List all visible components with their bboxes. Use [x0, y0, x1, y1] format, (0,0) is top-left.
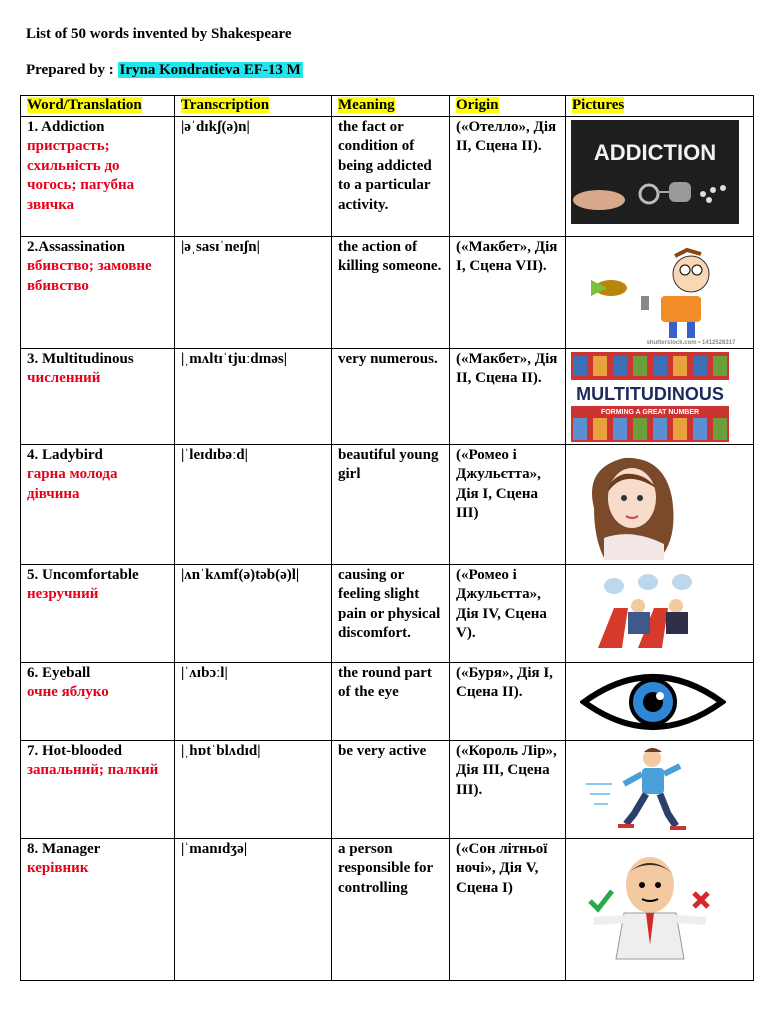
word-cell [21, 444, 175, 564]
table-header-row [21, 96, 754, 117]
word-cell [21, 838, 175, 980]
origin-cell: («Сон літньої ночі», Дія V, Сцена I) [450, 838, 566, 980]
table-row [21, 740, 754, 838]
addiction-image [571, 120, 739, 224]
picture-cell [566, 662, 754, 740]
word: 2.Assassination [27, 238, 125, 255]
svg-text:ADDICTION: ADDICTION [593, 139, 717, 165]
table-row [21, 564, 754, 662]
word-cell [21, 662, 175, 740]
word: 5. Uncomfortable [27, 566, 139, 583]
translation: численний [27, 370, 101, 386]
hot-blooded-image [576, 744, 706, 836]
picture-cell [566, 348, 754, 444]
table-row [21, 662, 754, 740]
picture-cell [566, 236, 754, 348]
transcription-cell: |əˈdɪkʃ(ə)n| [175, 116, 332, 236]
meaning-cell: causing or feeling slight pain or physical discomfort. [332, 564, 450, 662]
origin-cell: («Отелло», Дія II, Сцена II). [450, 116, 566, 236]
translation: незручний [27, 586, 99, 602]
transcription-cell: |ʌnˈkʌmf(ə)təb(ə)l| [175, 564, 332, 662]
word: 1. Addiction [27, 118, 105, 135]
origin-cell: («Буря», Дія I, Сцена II). [450, 662, 566, 740]
manager-image [580, 849, 720, 969]
table-row [21, 236, 754, 348]
origin-cell: («Ромео і Джульєтта», Дія I, Сцена III) [450, 444, 566, 564]
page-title: List of 50 words invented by Shakespeare [26, 26, 292, 42]
svg-text:shutterstock.com • 1412528317: shutterstock.com • 1412528317 [646, 339, 736, 346]
transcription-cell: |ˌhɒtˈblʌdɪd| [175, 740, 332, 838]
column-header: Pictures [566, 96, 754, 117]
origin-cell: («Король Лір», Дія III, Сцена III). [450, 740, 566, 838]
prepared-by [26, 62, 303, 79]
table-row [21, 348, 754, 444]
table-row [21, 838, 754, 980]
translation: запальний; палкий [27, 762, 159, 778]
word: 8. Manager [27, 840, 101, 857]
transcription-cell: |ˈmanɪdʒə| [175, 838, 332, 980]
word: 4. Ladybird [27, 446, 103, 463]
word-cell [21, 348, 175, 444]
eyeball-image [580, 666, 726, 738]
origin-cell: («Макбет», Дія I, Сцена VII). [450, 236, 566, 348]
translation: вбивство; замовне вбивство [27, 258, 152, 294]
words-table [20, 95, 754, 981]
translation: пристрасть; схильність до чогось; пагубна звичка [27, 138, 135, 213]
transcription-cell: |ˈleɪdɪbəːd| [175, 444, 332, 564]
meaning-cell: very numerous. [332, 348, 450, 444]
picture-cell [566, 564, 754, 662]
meaning-cell: beautiful young girl [332, 444, 450, 564]
picture-cell [566, 838, 754, 980]
svg-text:MULTITUDINOUS: MULTITUDINOUS [576, 383, 724, 404]
translation: гарна молода дівчина [27, 466, 118, 502]
picture-cell [566, 444, 754, 564]
transcription-cell: |ˈʌɪbɔːl| [175, 662, 332, 740]
meaning-cell: the round part of the eye [332, 662, 450, 740]
origin-cell: («Макбет», Дія II, Сцена II). [450, 348, 566, 444]
table-row [21, 444, 754, 564]
author-name: Iryna Kondratieva EF-13 M [119, 62, 301, 78]
multitudinous-image [571, 352, 729, 442]
column-header: Meaning [332, 96, 450, 117]
word-cell [21, 740, 175, 838]
svg-text:FORMING A GREAT NUMBER: FORMING A GREAT NUMBER [600, 408, 700, 416]
assassination-image [571, 240, 739, 346]
word: 7. Hot-blooded [27, 742, 123, 759]
transcription-cell: |ˌmʌltɪˈtjuːdɪnəs| [175, 348, 332, 444]
word-cell [21, 236, 175, 348]
column-header: Origin [450, 96, 566, 117]
picture-cell [566, 116, 754, 236]
translation: очне яблуко [27, 684, 109, 700]
meaning-cell: the action of killing someone. [332, 236, 450, 348]
picture-cell [566, 740, 754, 838]
column-header: Transcription [175, 96, 332, 117]
origin-cell: («Ромео і Джульєтта», Дія IV, Сцена V). [450, 564, 566, 662]
meaning-cell: the fact or condition of being addicted to a particular activity. [332, 116, 450, 236]
translation: керівник [27, 860, 89, 876]
word-cell [21, 116, 175, 236]
ladybird-image [574, 448, 694, 560]
word: 6. Eyeball [27, 664, 91, 681]
table-row [21, 116, 754, 236]
column-header: Word/Translation [21, 96, 175, 117]
prepared-label: Prepared by : [26, 62, 118, 78]
word-cell [21, 564, 175, 662]
transcription-cell: |əˌsasɪˈneɪʃn| [175, 236, 332, 348]
word: 3. Multitudinous [27, 350, 134, 367]
meaning-cell: be very active [332, 740, 450, 838]
meaning-cell: a person responsible for controlling [332, 838, 450, 980]
uncomfortable-image [578, 568, 714, 658]
